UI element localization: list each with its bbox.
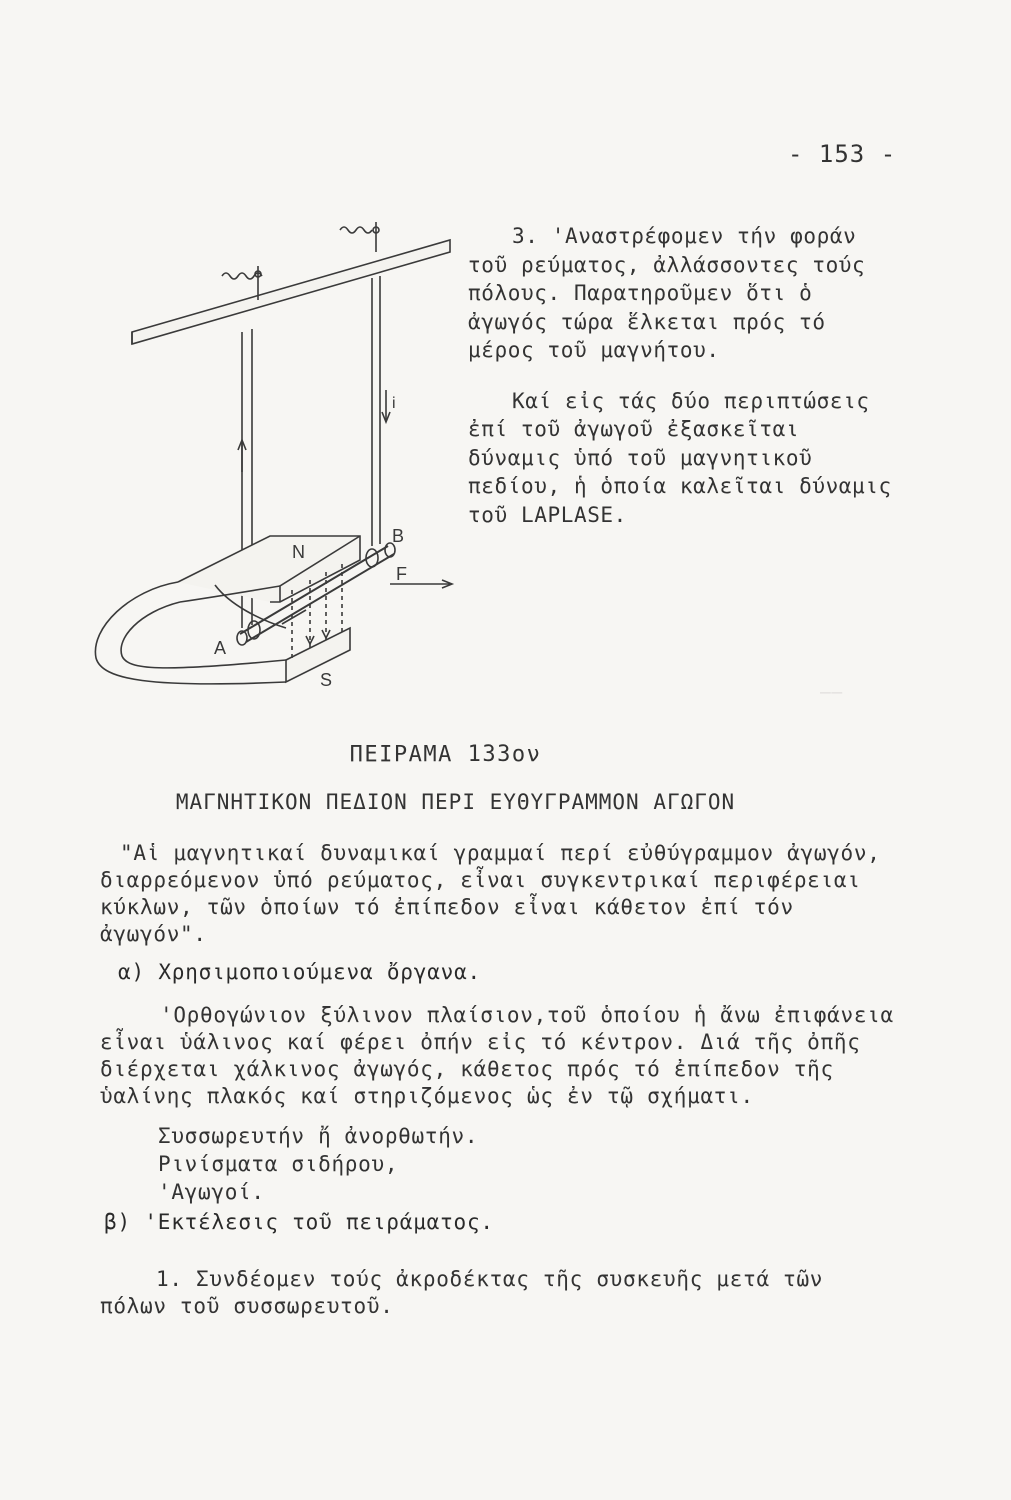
side-text-block bbox=[468, 222, 898, 529]
bleed-through-mark: —— bbox=[820, 682, 843, 703]
list-item: Συσσωρευτήν ἤ ἀνορθωτήν. bbox=[158, 1124, 479, 1148]
side-paragraph-2: Καί εἰς τάς δύο περιπτώσεις ἐπί τοῦ ἀγωγοῦ ἐξασκεῖται δύναμις ὑπό τοῦ μαγνητικοῦ πεδίου, ἡ ὁποία καλεῖται δύναμις τοῦ LAPLASE. bbox=[468, 388, 892, 527]
list-item: 'Αγωγοί. bbox=[158, 1180, 265, 1204]
section-b-text-block bbox=[100, 1266, 900, 1320]
label-south: S bbox=[320, 670, 333, 690]
experiment-subtitle: ΜΑΓΝΗΤΙΚΟΝ ΠΕΔΙΟΝ ΠΕΡΙ ΕΥΘΥΓΡΑΜΜΟΝ ΑΓΩΓΟΝ bbox=[175, 790, 736, 814]
label-point-a: A bbox=[214, 638, 227, 658]
experiment-title: ΠΕΙΡΑΜΑ 133ον bbox=[349, 742, 542, 767]
section-b-heading: β) 'Εκτέλεσις τοῦ πειράματος. bbox=[104, 1210, 494, 1234]
instruments-list bbox=[158, 1122, 478, 1206]
page-number: - 153 - bbox=[788, 140, 897, 168]
law-statement-text: "Αἱ μαγνητικαί δυναμικαί γραμμαί περί εὐθύγραμμον ἀγωγόν, διαρρεόμενον ὑπό ρεύματος, εἶναι συγκεντρικαί περιφέρειαι κύκλων, τῶν ὁποίων τό ἐπίπεδον εἶναι κάθετον ἐπί τόν ἀγωγόν". bbox=[100, 841, 881, 946]
side-paragraph-1: 3. 'Αναστρέφομεν τήν φοράν τοῦ ρεύματος, ἀλλάσσοντες τούς πόλους. Παρατηροῦμεν ὅτι ὁ ἀγωγός τώρα ἕλκεται πρός τό μέρος τοῦ μαγνήτου. bbox=[468, 224, 866, 362]
section-a-text-block bbox=[100, 1002, 900, 1110]
laplace-force-figure bbox=[70, 210, 470, 700]
section-b-text: 1. Συνδέομεν τούς ἀκροδέκτας τῆς συσκευῆς μετά τῶν πόλων τοῦ συσσωρευτοῦ. bbox=[100, 1267, 824, 1318]
label-north: N bbox=[292, 542, 305, 562]
figure-drawing bbox=[70, 210, 470, 700]
label-current: i bbox=[392, 395, 396, 412]
label-point-b: B bbox=[392, 526, 405, 546]
list-item: Ρινίσματα σιδήρου, bbox=[158, 1152, 399, 1176]
label-force: F bbox=[396, 564, 407, 584]
section-a-text: 'Ορθογώνιον ξύλινον πλαίσιον,τοῦ ὁποίου ἡ ἄνω ἐπιφάνεια εἶναι ὑάλινος καί φέρει ὀπήν εἰς τό κέντρον. Διά τῆς ὀπῆς διέρχεται χάλκινος ἀγωγός, κάθετος πρός τό ἐπίπεδον τῆς ὑαλίνης πλακός καί στηριζόμενος ὡς ἐν τῷ σχήματι. bbox=[100, 1003, 894, 1108]
section-a-heading: α) Χρησιμοποιούμενα ὄργανα. bbox=[118, 960, 481, 984]
law-statement bbox=[100, 840, 900, 948]
